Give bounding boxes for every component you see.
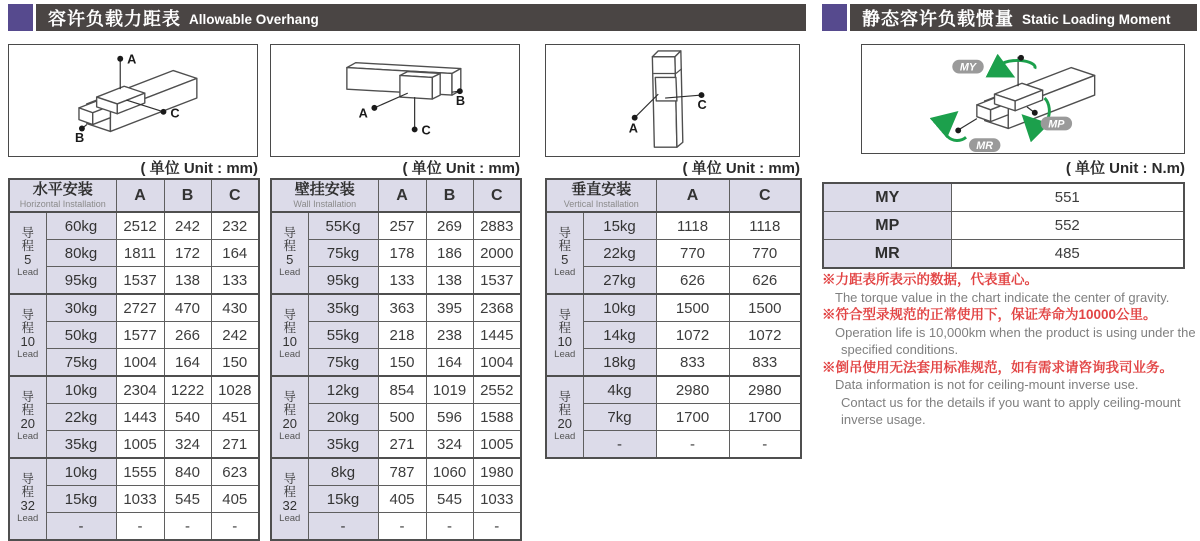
value-cell: 1028: [211, 376, 259, 404]
table-row: [271, 349, 521, 377]
value-cell: 2727: [116, 294, 164, 322]
unit-caption-mm: ( 单位 Unit : mm): [682, 160, 800, 177]
note-en: specified conditions.: [841, 342, 959, 357]
value-cell: 2980: [729, 376, 801, 404]
value-cell: 133: [211, 267, 259, 295]
point-label-c: C: [170, 105, 180, 121]
table-row: [271, 240, 521, 267]
wall-actuator-drawing: [271, 45, 519, 156]
moment-value: 552: [951, 212, 1184, 240]
diagram-wall-installation: [270, 44, 520, 157]
lead-cell: 导 程 5 Lead: [546, 212, 583, 294]
load-cell: 95kg: [308, 267, 378, 295]
value-cell: -: [473, 513, 521, 541]
column-header-c: C: [211, 179, 259, 212]
lead-cell: 导 程 10 Lead: [9, 294, 46, 376]
value-cell: 2883: [473, 212, 521, 240]
value-cell: 1555: [116, 458, 164, 486]
value-cell: 218: [378, 322, 426, 349]
table-row: [9, 240, 259, 267]
table-wall-installation: [270, 178, 520, 541]
value-cell: 257: [378, 212, 426, 240]
load-cell: 50kg: [46, 322, 116, 349]
column-header-a: A: [656, 179, 729, 212]
value-cell: 164: [164, 349, 211, 377]
load-cell: 18kg: [583, 349, 656, 377]
table-row: [271, 404, 521, 431]
unit-caption-mm: ( 单位 Unit : mm): [140, 160, 258, 177]
load-cell: 20kg: [308, 404, 378, 431]
accent-square: [822, 4, 847, 31]
load-cell: 95kg: [46, 267, 116, 295]
point-label-a: A: [127, 51, 137, 67]
value-cell: 150: [211, 349, 259, 377]
value-cell: 1811: [116, 240, 164, 267]
load-cell: 80kg: [46, 240, 116, 267]
load-cell: 75kg: [46, 349, 116, 377]
value-cell: 266: [164, 322, 211, 349]
value-cell: 405: [211, 486, 259, 513]
load-cell: -: [583, 431, 656, 459]
value-cell: 363: [378, 294, 426, 322]
note-en: Data information is not for ceiling-mount inverse use.: [835, 377, 1139, 392]
value-cell: -: [116, 513, 164, 541]
value-cell: 854: [378, 376, 426, 404]
value-cell: 324: [426, 431, 473, 459]
load-cell: 8kg: [308, 458, 378, 486]
my-badge-label: MY: [959, 61, 977, 74]
section-header-allowable-overhang: [8, 4, 806, 31]
value-cell: 232: [211, 212, 259, 240]
value-cell: 1443: [116, 404, 164, 431]
table-row: [9, 431, 259, 459]
table-row: [546, 376, 801, 404]
note-zh: ※力距表所表示的数据，代表重心。: [822, 272, 1038, 287]
value-cell: 271: [211, 431, 259, 459]
table-row: [271, 513, 521, 541]
load-cell: -: [308, 513, 378, 541]
unit-caption-nm: ( 单位 Unit : N.m): [1065, 160, 1185, 177]
lead-cell: 导 程 20 Lead: [271, 376, 308, 458]
load-cell: 35kg: [308, 294, 378, 322]
column-header-b: B: [426, 179, 473, 212]
value-cell: 1588: [473, 404, 521, 431]
note-zh: ※倒吊使用无法套用标准规范，如有需求请咨询我司业务。: [822, 359, 1173, 375]
value-cell: 1700: [729, 404, 801, 431]
load-cell: 4kg: [583, 376, 656, 404]
value-cell: 833: [656, 349, 729, 377]
value-cell: 540: [164, 404, 211, 431]
moment-label-my: MY: [823, 183, 951, 212]
value-cell: 242: [164, 212, 211, 240]
diagram-loading-moment: [861, 44, 1185, 154]
section-title-en: Static Loading Moment: [1022, 11, 1171, 27]
value-cell: 178: [378, 240, 426, 267]
lead-cell: 导 程 20 Lead: [546, 376, 583, 458]
value-cell: 242: [211, 322, 259, 349]
lead-cell: 导 程 20 Lead: [9, 376, 46, 458]
table-row: [9, 486, 259, 513]
value-cell: 1500: [656, 294, 729, 322]
value-cell: 451: [211, 404, 259, 431]
value-cell: 238: [426, 322, 473, 349]
value-cell: 626: [656, 267, 729, 295]
value-cell: 1500: [729, 294, 801, 322]
value-cell: 626: [729, 267, 801, 295]
diagram-vertical-installation: [545, 44, 800, 157]
value-cell: 1445: [473, 322, 521, 349]
point-label-c: C: [697, 96, 707, 112]
column-header-c: C: [729, 179, 801, 212]
table-row: [271, 458, 521, 486]
point-label-b: B: [455, 92, 466, 108]
note: [822, 271, 1198, 306]
load-cell: 22kg: [583, 240, 656, 267]
value-cell: 2512: [116, 212, 164, 240]
value-cell: -: [729, 431, 801, 459]
value-cell: 164: [426, 349, 473, 377]
moment-row: [823, 240, 1184, 269]
value-cell: -: [378, 513, 426, 541]
value-cell: 1577: [116, 322, 164, 349]
table-horizontal-installation: [8, 178, 258, 541]
table-row: [271, 212, 521, 240]
moment-label-mp: MP: [823, 212, 951, 240]
value-cell: 2000: [473, 240, 521, 267]
table-title-wall: 壁挂安装 Wall Installation: [271, 179, 378, 212]
moment-value: 551: [951, 183, 1184, 212]
point-label-b: B: [75, 130, 85, 146]
value-cell: 2552: [473, 376, 521, 404]
value-cell: 1004: [116, 349, 164, 377]
point-label-c: C: [421, 122, 431, 138]
value-cell: 1033: [116, 486, 164, 513]
value-cell: 1033: [473, 486, 521, 513]
table-row: [9, 404, 259, 431]
table-vertical-installation: [545, 178, 800, 459]
section-title-en: Allowable Overhang: [189, 11, 319, 27]
table-row: [546, 404, 801, 431]
value-cell: 138: [426, 267, 473, 295]
load-cell: 7kg: [583, 404, 656, 431]
unit-caption-mm: ( 单位 Unit : mm): [402, 160, 520, 177]
table-row: [271, 322, 521, 349]
load-cell: 14kg: [583, 322, 656, 349]
load-cell: 15kg: [583, 212, 656, 240]
note-zh: ※符合型录规范的正常使用下，保证寿命为10000公里。: [822, 307, 1157, 322]
value-cell: -: [426, 513, 473, 541]
value-cell: 269: [426, 212, 473, 240]
section-title-zh: 静态容许负载惯量: [862, 8, 1014, 29]
load-cell: 60kg: [46, 212, 116, 240]
moment-table: [822, 182, 1185, 269]
column-header-a: A: [116, 179, 164, 212]
value-cell: -: [164, 513, 211, 541]
my-rotation-arrow: [1000, 60, 1035, 71]
value-cell: 1072: [729, 322, 801, 349]
section-title-zh: 容许负载力距表: [48, 8, 181, 29]
lead-cell: 导 程 5 Lead: [9, 212, 46, 294]
lead-cell: 导 程 32 Lead: [9, 458, 46, 540]
mp-badge-label: MP: [1048, 118, 1065, 131]
load-cell: 10kg: [583, 294, 656, 322]
table-title-horizontal: 水平安装 Horizontal Installation: [9, 179, 116, 212]
value-cell: -: [211, 513, 259, 541]
value-cell: 133: [378, 267, 426, 295]
lead-cell: 导 程 10 Lead: [546, 294, 583, 376]
moment-label-mr: MR: [823, 240, 951, 269]
value-cell: 596: [426, 404, 473, 431]
column-header-a: A: [378, 179, 426, 212]
column-header-b: B: [164, 179, 211, 212]
table-row: [9, 294, 259, 322]
moment-row: [823, 183, 1184, 212]
table-row: [546, 431, 801, 459]
table-row: [9, 212, 259, 240]
table-row: [546, 294, 801, 322]
accent-square: [8, 4, 33, 31]
value-cell: -: [656, 431, 729, 459]
table-row: [271, 376, 521, 404]
value-cell: 787: [378, 458, 426, 486]
mr-rotation-arrow: [944, 120, 966, 141]
load-cell: 12kg: [308, 376, 378, 404]
value-cell: 138: [164, 267, 211, 295]
value-cell: 770: [729, 240, 801, 267]
notes-block: [822, 271, 1198, 429]
load-cell: 10kg: [46, 458, 116, 486]
load-cell: 22kg: [46, 404, 116, 431]
spec-table-vertical: [545, 178, 802, 459]
value-cell: 1005: [116, 431, 164, 459]
table-row: [9, 513, 259, 541]
lead-cell: 导 程 10 Lead: [271, 294, 308, 376]
note-en: Contact us for the details if you want to apply ceiling-mount: [841, 394, 1181, 410]
table-static-loading-moment: [822, 182, 1183, 269]
note-en: The torque value in the chart indicate the center of gravity.: [835, 289, 1170, 305]
horizontal-actuator-drawing: [9, 45, 257, 156]
value-cell: 1019: [426, 376, 473, 404]
table-row: [546, 322, 801, 349]
value-cell: 186: [426, 240, 473, 267]
table-row: [9, 349, 259, 377]
load-cell: 35kg: [46, 431, 116, 459]
value-cell: 545: [426, 486, 473, 513]
note: [822, 359, 1198, 429]
diagram-horizontal-installation: [8, 44, 258, 157]
value-cell: 500: [378, 404, 426, 431]
load-cell: 55kg: [308, 322, 378, 349]
value-cell: 164: [211, 240, 259, 267]
vertical-actuator-drawing: [546, 45, 799, 156]
value-cell: 1072: [656, 322, 729, 349]
load-cell: 75kg: [308, 240, 378, 267]
section-header-bar: [850, 4, 1197, 31]
value-cell: 271: [378, 431, 426, 459]
value-cell: 172: [164, 240, 211, 267]
value-cell: 2304: [116, 376, 164, 404]
table-row: [9, 458, 259, 486]
note-en: Operation life is 10,000km when the product is using under the: [835, 324, 1196, 340]
column-header-c: C: [473, 179, 521, 212]
table-row: [271, 486, 521, 513]
value-cell: 1118: [729, 212, 801, 240]
load-cell: 15kg: [46, 486, 116, 513]
load-cell: 75kg: [308, 349, 378, 377]
value-cell: 2980: [656, 376, 729, 404]
load-cell: 30kg: [46, 294, 116, 322]
load-cell: 35kg: [308, 431, 378, 459]
table-row: [546, 240, 801, 267]
moment-row: [823, 212, 1184, 240]
lead-cell: 导 程 5 Lead: [271, 212, 308, 294]
moment-value: 485: [951, 240, 1184, 269]
value-cell: 1118: [656, 212, 729, 240]
load-cell: 27kg: [583, 267, 656, 295]
table-row: [546, 267, 801, 295]
value-cell: 470: [164, 294, 211, 322]
load-cell: 15kg: [308, 486, 378, 513]
value-cell: 1537: [116, 267, 164, 295]
value-cell: 545: [164, 486, 211, 513]
value-cell: 623: [211, 458, 259, 486]
load-cell: -: [46, 513, 116, 541]
value-cell: 150: [378, 349, 426, 377]
lead-cell: 导 程 32 Lead: [271, 458, 308, 540]
point-label-a: A: [358, 105, 368, 121]
note-en: inverse usage.: [841, 412, 926, 427]
table-row: [271, 294, 521, 322]
table-row: [271, 267, 521, 295]
value-cell: 395: [426, 294, 473, 322]
table-row: [546, 212, 801, 240]
spec-table-wall: [270, 178, 522, 541]
value-cell: 1060: [426, 458, 473, 486]
value-cell: 1004: [473, 349, 521, 377]
mr-badge-label: MR: [976, 140, 994, 153]
table-title-vertical: 垂直安装 Vertical Installation: [546, 179, 656, 212]
value-cell: 405: [378, 486, 426, 513]
value-cell: 1700: [656, 404, 729, 431]
section-header-bar: [36, 4, 806, 31]
value-cell: 1005: [473, 431, 521, 459]
value-cell: 770: [656, 240, 729, 267]
value-cell: 833: [729, 349, 801, 377]
load-cell: 55Kg: [308, 212, 378, 240]
value-cell: 840: [164, 458, 211, 486]
value-cell: 324: [164, 431, 211, 459]
moment-actuator-drawing: [862, 45, 1184, 153]
load-cell: 10kg: [46, 376, 116, 404]
value-cell: 430: [211, 294, 259, 322]
section-header-static-loading-moment: [822, 4, 1197, 31]
value-cell: 1980: [473, 458, 521, 486]
value-cell: 1222: [164, 376, 211, 404]
table-row: [271, 431, 521, 459]
value-cell: 2368: [473, 294, 521, 322]
note: [822, 306, 1198, 359]
spec-table-horizontal: [8, 178, 260, 541]
table-row: [546, 349, 801, 377]
table-row: [9, 322, 259, 349]
point-label-a: A: [628, 120, 639, 136]
table-row: [9, 267, 259, 295]
table-row: [9, 376, 259, 404]
value-cell: 1537: [473, 267, 521, 295]
